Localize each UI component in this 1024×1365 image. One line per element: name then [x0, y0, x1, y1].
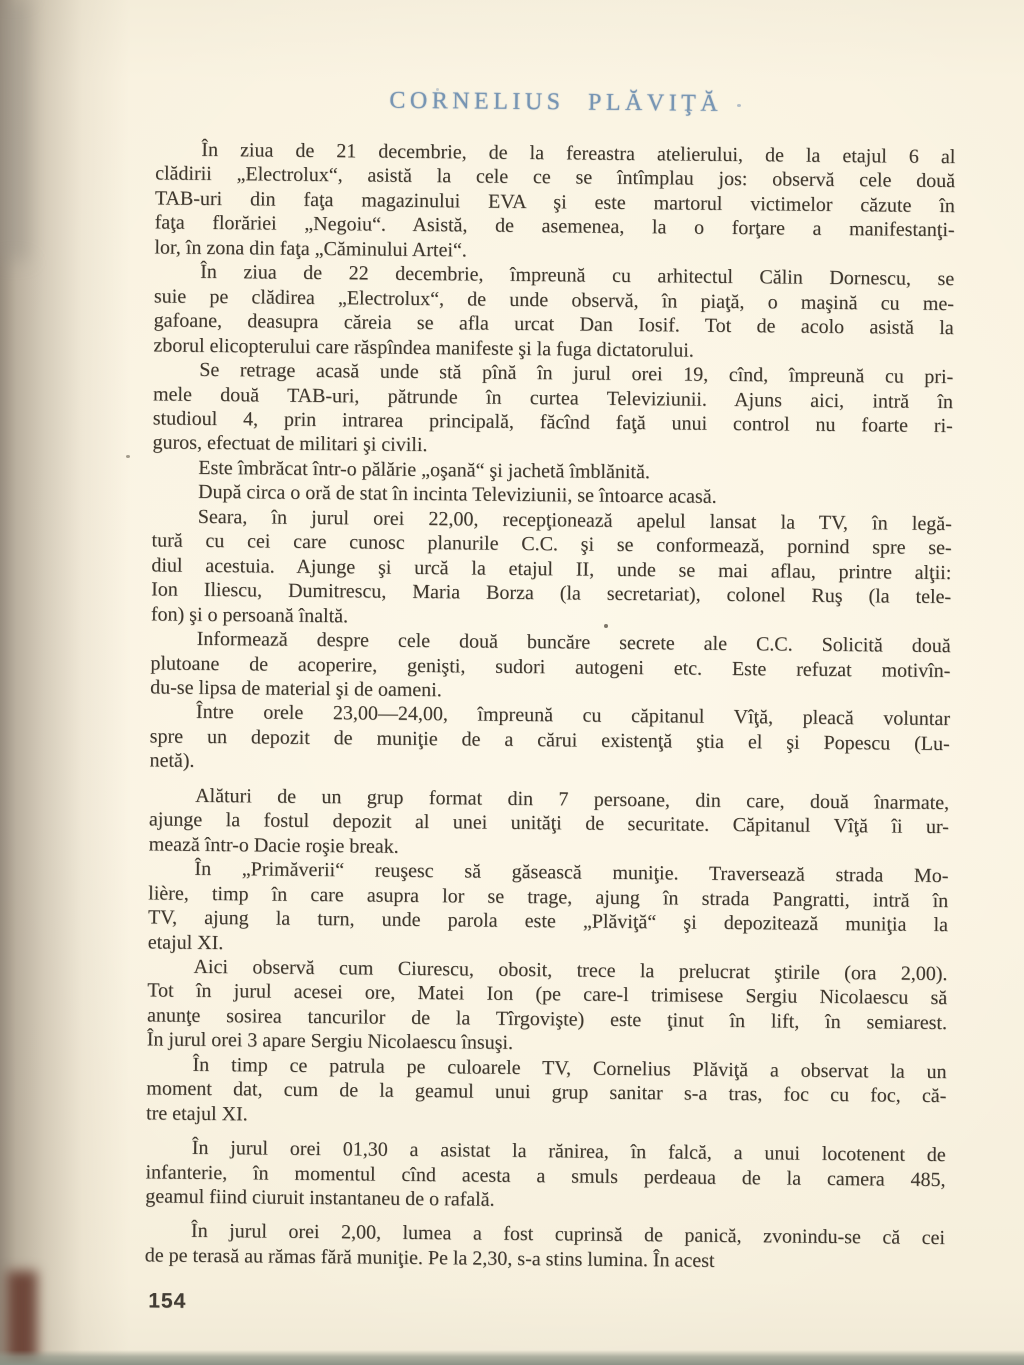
text-line: Aici observă cum Ciurescu, obosit, trece la prelucrat ştirile (ora 2,00).: [193, 955, 948, 986]
paragraph: [150, 626, 951, 707]
text-line: guros, efectuat de militari şi civili.: [152, 431, 428, 457]
text-line: După circa o oră de stat în incinta Televiziunii, se întoarce acasă.: [197, 481, 717, 509]
text-line: spre un depozit de muniţie de a cărui existenţă ştia el şi Popescu (Lu-: [149, 725, 950, 755]
text-line: tre etajul XI.: [146, 1102, 248, 1126]
text-line: În ziua de 21 decembrie, de la fereastra atelierului, de la etajul 6 al: [201, 138, 956, 169]
text-line: lière, timp în care asupra lor se trage, ajung în strada Pangratti, intră în: [148, 881, 949, 912]
text-line: Alături de un grup format din 7 persoane, din care, două înarmate,: [195, 784, 950, 814]
paragraph: [149, 700, 950, 781]
text-line: fon) şi o persoană înaltă.: [150, 603, 349, 627]
page-content: [144, 83, 956, 1321]
text-line: suie pe clădirea „Electrolux“, de unde observă, în piaţă, o maşină cu me-: [153, 285, 955, 315]
text-line: În jurul orei 3 apare Sergiu Nicolaescu însuşi.: [146, 1028, 514, 1055]
paragraph: [151, 504, 952, 634]
paragraph: [145, 1136, 946, 1217]
text-line: În timp ce patrula pe culoarele TV, Cornelius Plăviţă a observat la un: [192, 1053, 947, 1083]
paragraph: [149, 783, 950, 864]
paragraph: [147, 954, 948, 1059]
text-line: Este îmbrăcat într-o pălărie „oşană“ şi jachetă îmblănită.: [198, 456, 651, 484]
text-line: plutoane de acoperire, genişti, sudori autogeni etc. Este refuzat motivîn-: [150, 651, 951, 682]
text-line: Tot în jurul acesei ore, Matei Ion (pe care-l trimisese Sergiu Nicolaescu să: [147, 979, 948, 1010]
text-line: mează într-o Dacie roşie break.: [148, 833, 399, 858]
text-line: etajul XI.: [147, 930, 224, 954]
text-line: Se retrage acasă unde stă pînă în jurul orei 19, cînd, împreună cu pri-: [199, 358, 954, 389]
text-line: TAB-uri din faţa magazinului EVA şi este martorul victimelor căzute în: [154, 187, 955, 218]
text-line: Seara, în jurul orei 22,00, recepţionează apelul lansat la TV, în legă-: [197, 505, 952, 535]
text-line: anunţe sosirea tancurilor de la Tîrgovişte) este ţinut în lift, în semiarest.: [146, 1004, 948, 1034]
page-number: 154: [148, 1289, 187, 1314]
text-line: netă).: [149, 749, 195, 773]
text-line: tură cu cei care cunosc planurile C.C. şi se conformează, pornind spre se-: [151, 529, 952, 560]
text-line: studioul 4, prin intrarea principală, făcînd faţă unui control nu foarte ri-: [152, 407, 953, 438]
text-line: Informează despre cele două buncăre secrete ale C.C. Solicită două: [196, 627, 951, 658]
text-line: lor, în zona din faţa „Căminului Artei“.: [154, 236, 467, 262]
text-line: În jurul orei 2,00, lumea a fost cuprinsă de panică, zvonindu-se că cei: [190, 1220, 946, 1250]
text-line: În jurul orei 01,30 a asistat la rănirea, în falcă, a unui locotenent de: [191, 1136, 946, 1167]
paragraph: [146, 1052, 947, 1133]
text-line: zborul elicopterului care răspîndea manifeste şi la fuga dictatorului.: [153, 334, 694, 362]
body-text: [145, 137, 956, 1275]
text-line: În „Primăverii“ reuşesc să găsească muniţie. Traversează strada Mo-: [194, 857, 949, 888]
paper-speck: [126, 455, 130, 458]
text-line: infanterie, în momentul cînd acesta a smuls perdeaua de la camera 485,: [145, 1160, 946, 1191]
text-line: TV, ajung la turn, unde parola este „Plăviţă“ şi depozitează muniţia la: [147, 906, 949, 937]
text-line: du-se lipsa de material şi de oameni.: [150, 676, 442, 702]
paragraph: [148, 857, 949, 962]
text-line: de pe terasă au rămas fără muniţie. Pe la 2,30, s-a stins lumina. În acest: [144, 1244, 715, 1272]
text-line: moment dat, cum de la geamul unui grup sanitar s-a tras, foc cu foc, că-: [146, 1077, 947, 1108]
text-line: mele două TAB-uri, pătrunde în curtea Televiziunii. Ajuns aici, intră în: [152, 382, 954, 413]
text-line: Între orele 23,00—24,00, împreună cu căpitanul Vîţă, pleacă voluntar: [195, 701, 951, 731]
paragraph: [145, 1219, 945, 1276]
page-bottom-edge: [0, 1350, 1024, 1365]
chapter-title: CORNELIUS PLĂVIŢĂ: [389, 87, 723, 117]
text-line: faţa florăriei „Negoiu“. Asistă, de asemenea, la o forţare a manifestanţi-: [154, 211, 955, 242]
text-line: gafoane, deasupra căreia se afla urcat Dan Iosif. Tot de acolo asistă la: [153, 309, 954, 340]
paragraph: [152, 357, 953, 462]
text-line: geamul fiind ciuruit instantaneu de o rafală.: [145, 1185, 495, 1211]
book-spine-shadow: [0, 0, 132, 1365]
text-line: Ion Iliescu, Dumitrescu, Maria Borza (la secretariat), colonel Ruş (la tele-: [151, 578, 952, 609]
text-line: clădirii „Electrolux“, asistă la cele ce se întîmplau jos: observă cele două: [155, 162, 956, 193]
text-line: ajunge la fostul depozit al unei unităţi de securitate. Căpitanul Vîţă îi ur-: [148, 808, 950, 839]
text-line: În ziua de 22 decembrie, împreună cu arhitectul Călin Dornescu, se: [200, 261, 955, 291]
text-line: diul acestuia. Ajunge şi urcă la etajul II, unde se mai aflau, printre alţii:: [151, 554, 952, 584]
paragraph: [153, 260, 954, 365]
paragraph: [154, 137, 955, 267]
